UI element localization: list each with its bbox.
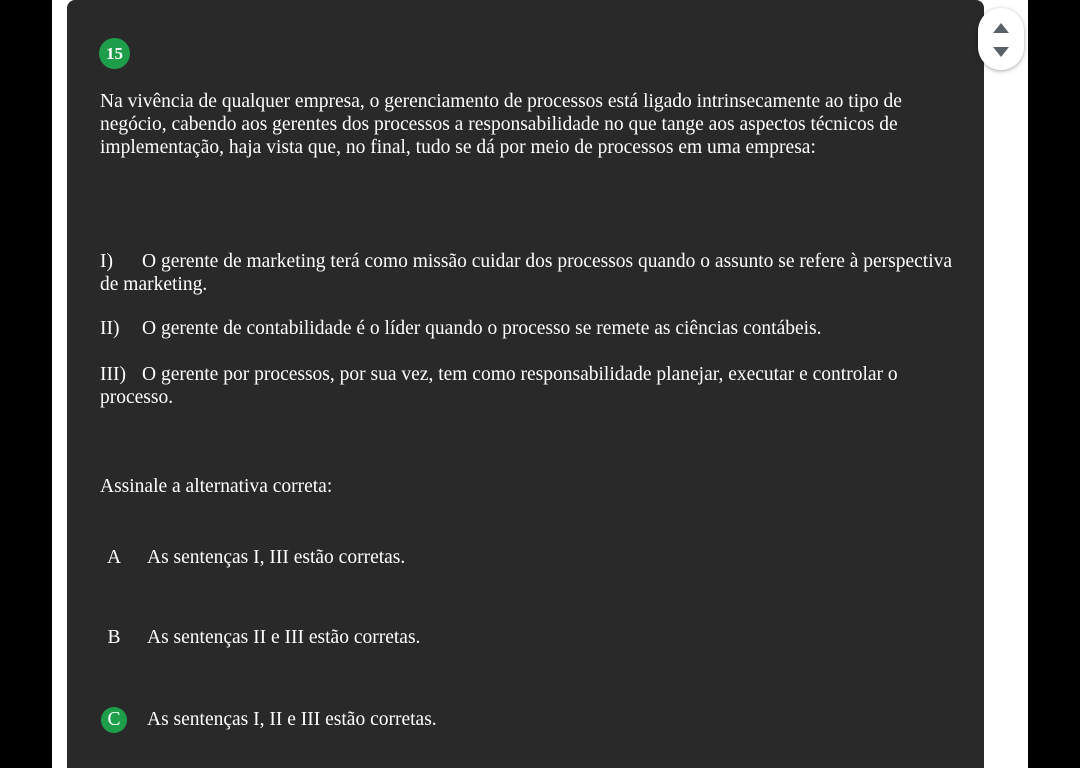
sentence-label: I) xyxy=(100,251,113,272)
option-letter-selected: C xyxy=(101,707,127,733)
triangle-down-icon[interactable] xyxy=(991,44,1011,60)
instruction-text: Assinale a alternativa correta: xyxy=(100,476,333,497)
option-a[interactable] xyxy=(100,545,405,571)
sentence-2 xyxy=(100,317,970,340)
question-number-badge: 15 xyxy=(99,38,130,69)
triangle-up-icon[interactable] xyxy=(991,20,1011,36)
question-card xyxy=(67,0,984,768)
option-b[interactable] xyxy=(100,625,420,651)
sentence-text: O gerente de marketing terá como missão cuidar dos processos quando o assunto se refere à perspectiva de marketing. xyxy=(100,251,953,295)
sentence-text: O gerente por processos, por sua vez, tem como responsabilidade planejar, executar e controlar o processo. xyxy=(100,364,898,408)
sentence-3 xyxy=(100,363,970,409)
option-letter: A xyxy=(106,547,122,568)
option-text: As sentenças I, II e III estão corretas. xyxy=(147,709,437,730)
option-c[interactable] xyxy=(100,707,437,733)
question-statement: Na vivência de qualquer empresa, o gerenciamento de processos está ligado intrinsecamente ao tipo de negócio, cabendo aos gerentes dos processos a responsabilidade no que tange aos aspectos técnicos de implementação, haja vista que, no final, tudo se dá por meio de processos em uma empresa: xyxy=(100,91,902,158)
sentence-label: III) xyxy=(100,364,126,385)
option-text: As sentenças II e III estão corretas. xyxy=(147,627,421,648)
option-letter: B xyxy=(107,627,121,648)
sentence-label: II) xyxy=(100,318,120,339)
scroll-control xyxy=(978,8,1024,70)
sentence-1 xyxy=(100,250,970,296)
sentence-text: O gerente de contabilidade é o líder quando o processo se remete as ciências contábeis. xyxy=(142,318,822,339)
option-text: As sentenças I, III estão corretas. xyxy=(147,547,406,568)
